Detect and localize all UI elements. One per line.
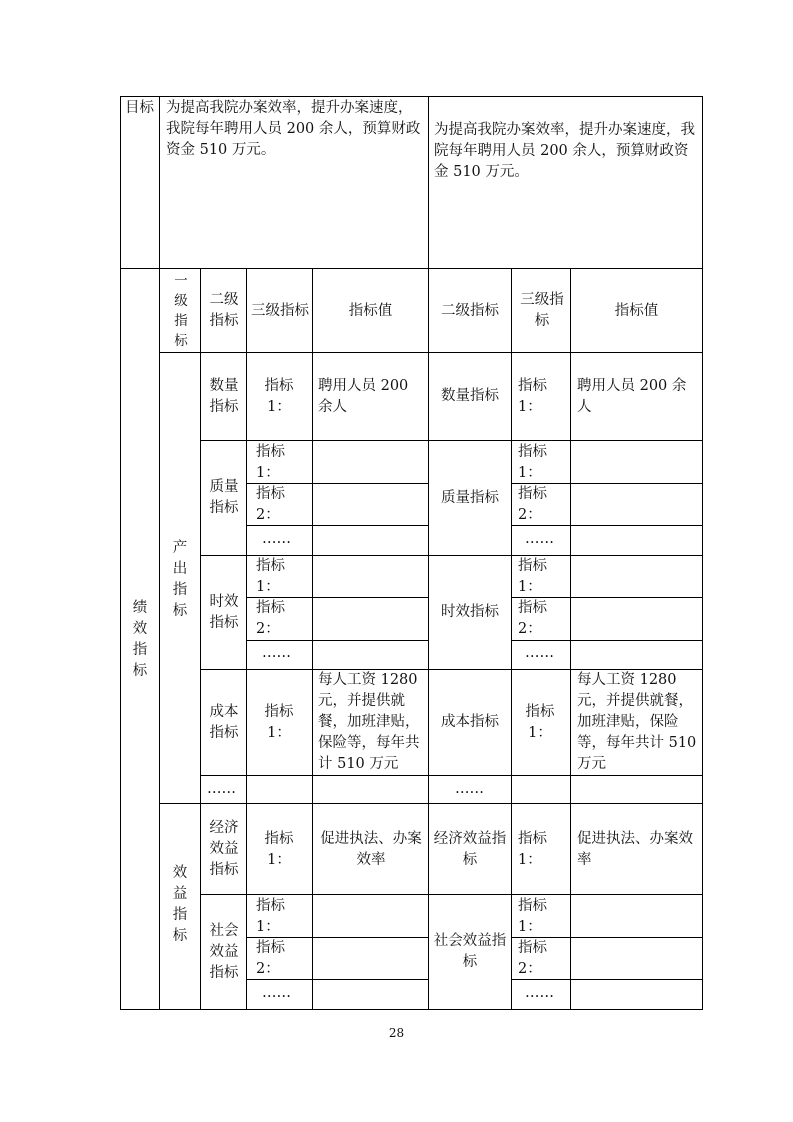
quality-label-left: 质量指标: [209, 479, 239, 516]
timeliness-ellipsis-left: ……: [262, 645, 291, 661]
social-ellipsis-left: ……: [262, 985, 291, 1001]
header-value-left: 指标值: [348, 302, 393, 319]
quality-indicator1-left: 指标1：: [256, 444, 285, 481]
cost-value-left: 每人工资 1280 元，并提供就餐，加班津贴，保险等，每年共计 510 万元: [318, 672, 420, 772]
header-level1: 一级指标: [174, 273, 188, 349]
cost-value-right: 每人工资 1280 元，并提供就餐，加班津贴，保险等，每年共计 510 万元: [577, 672, 697, 772]
timeliness-indicator1-left: 指标1：: [256, 558, 285, 595]
header-level2-left: 二级指标: [209, 292, 239, 329]
timeliness-indicator2-right: 指标2：: [518, 600, 547, 637]
quantity-label-right: 数量指标: [441, 388, 499, 404]
quality-ellipsis-right: ……: [525, 531, 554, 547]
quantity-label-left: 数量指标: [209, 378, 239, 415]
header-value-right: 指标值: [614, 302, 659, 319]
social-ellipsis-right: ……: [525, 985, 554, 1001]
output-more-left: ……: [207, 781, 236, 797]
economic-label-right: 经济效益指标: [433, 831, 507, 868]
social-indicator1-left: 指标1：: [256, 898, 285, 935]
page-number: 28: [388, 1026, 405, 1040]
quality-label-right: 质量指标: [441, 489, 499, 506]
timeliness-indicator2-left: 指标2：: [256, 600, 285, 637]
social-label-right: 社会效益指标: [433, 933, 507, 970]
social-indicator2-right: 指标2：: [518, 940, 547, 977]
output-indicators-label: 产出指标: [172, 540, 188, 619]
quantity-value-left: 聘用人员 200 余人: [318, 378, 409, 415]
timeliness-label-right: 时效指标: [441, 604, 499, 620]
header-level3-right: 三级指标: [520, 292, 564, 329]
quality-indicator1-right: 指标1：: [518, 444, 547, 481]
header-level2-right: 二级指标: [441, 302, 499, 319]
economic-indicator1-right: 指标1：: [518, 831, 547, 868]
quantity-value-right: 聘用人员 200 余人: [577, 378, 687, 415]
quality-ellipsis-left: ……: [262, 531, 291, 547]
economic-indicator1-left: 指标1：: [264, 831, 294, 868]
quality-indicator2-left: 指标2：: [256, 486, 285, 523]
cost-label-right: 成本指标: [441, 714, 499, 730]
cost-label-left: 成本指标: [209, 703, 239, 741]
social-indicator1-right: 指标1：: [518, 898, 547, 935]
quantity-indicator1-right: 指标1：: [518, 378, 547, 415]
social-label-left: 社会效益指标: [209, 922, 239, 981]
goal-text-right: 为提高我院办案效率，提升办案速度，我院每年聘用人员 200 余人，预算财政资金 510 万元。: [434, 122, 695, 180]
economic-value-right: 促进执法、办案效率: [577, 831, 693, 868]
quality-indicator2-right: 指标2：: [518, 486, 547, 523]
output-more-right: ……: [455, 781, 484, 797]
timeliness-ellipsis-right: ……: [525, 645, 554, 661]
economic-value-left: 促进执法、办案效率: [320, 831, 422, 868]
timeliness-indicator1-right: 指标1：: [518, 558, 547, 595]
economic-label-left: 经济效益指标: [209, 820, 239, 878]
social-indicator2-left: 指标2：: [256, 940, 285, 977]
perf-indicators-label: 绩效指标: [132, 600, 148, 679]
header-level3-left: 三级指标: [251, 302, 309, 319]
goal-label: 目标: [125, 100, 154, 116]
quantity-indicator1-left: 指标1：: [264, 378, 294, 415]
timeliness-label-left: 时效指标: [209, 593, 239, 631]
goal-text-left: 为提高我院办案效率，提升办案速度，我院每年聘用人员 200 余人，预算财政资金 510 万元。: [166, 100, 421, 158]
benefit-indicators-label: 效益指标: [172, 865, 188, 944]
cost-indicator1-right: 指标1：: [525, 703, 555, 741]
cost-indicator1-left: 指标1：: [264, 703, 294, 741]
